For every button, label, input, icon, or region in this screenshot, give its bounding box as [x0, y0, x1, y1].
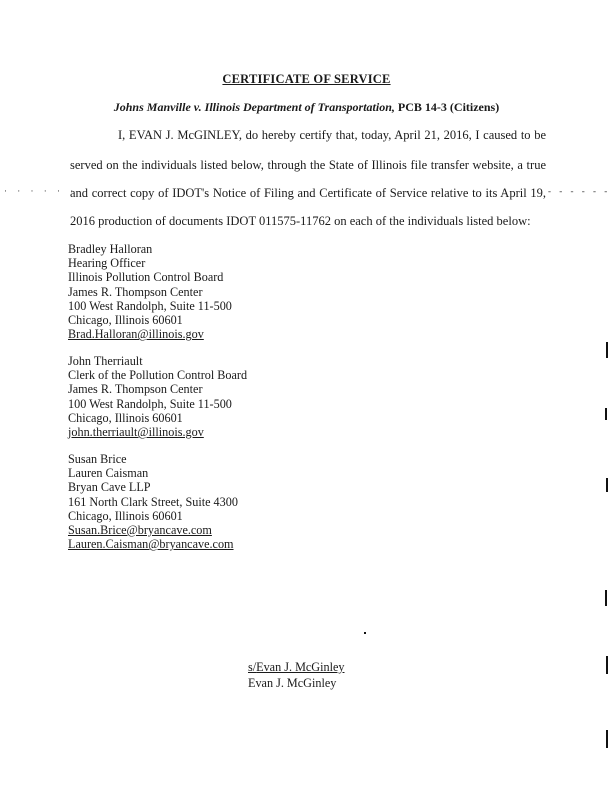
- scan-mark: [605, 590, 607, 606]
- recipient-email[interactable]: Susan.Brice@bryancave.com: [68, 523, 212, 538]
- certification-line-2: served on the individuals listed below, through the State of Illinois file transfer website, a true: [70, 158, 546, 172]
- recipient-email[interactable]: Lauren.Caisman@bryancave.com: [68, 537, 234, 552]
- recipient-city: Chicago, Illinois 60601: [68, 508, 183, 523]
- scan-mark: [605, 408, 607, 420]
- recipient-street: 161 North Clark Street, Suite 4300: [68, 494, 238, 509]
- case-number: PCB 14-3 (Citizens): [397, 100, 500, 114]
- scan-mark: [606, 342, 608, 358]
- recipient-name: Susan Brice: [68, 452, 127, 466]
- scan-mark: [606, 730, 608, 748]
- recipient-building: James R. Thompson Center: [68, 284, 203, 299]
- recipient-organization: Illinois Pollution Control Board: [68, 270, 224, 285]
- printed-name: Evan J. McGinley: [248, 676, 337, 690]
- recipient-title: Clerk of the Pollution Control Board: [68, 368, 248, 383]
- recipient-organization: Bryan Cave LLP: [68, 480, 151, 495]
- certification-line-4: 2016 production of documents IDOT 011575-11762 on each of the individuals listed below:: [70, 214, 531, 228]
- case-name: Johns Manville v. Illinois Department of Transportation,: [113, 100, 395, 114]
- recipient-email[interactable]: john.therriault@illinois.gov: [68, 425, 204, 440]
- recipient-block: [68, 242, 232, 341]
- signature: Evan J. McGinley: [256, 660, 345, 674]
- recipient-city: Chicago, Illinois 60601: [68, 313, 183, 328]
- signature-prefix: s/: [248, 660, 257, 674]
- recipient-block: [68, 354, 247, 439]
- scan-mark: [606, 478, 608, 492]
- page-title: CERTIFICATE OF SERVICE: [222, 72, 391, 86]
- recipient-email[interactable]: Brad.Halloran@illinois.gov: [68, 327, 204, 342]
- recipient-name: Lauren Caisman: [68, 466, 149, 481]
- recipient-block: [68, 452, 238, 551]
- recipient-name: John Therriault: [68, 354, 143, 368]
- recipient-street: 100 West Randolph, Suite 11-500: [68, 298, 232, 313]
- certification-line-1: I, EVAN J. McGINLEY, do hereby certify that, today, April 21, 2016, I caused to be: [118, 128, 546, 142]
- recipient-title: Hearing Officer: [68, 256, 146, 271]
- signature-line: [248, 660, 344, 675]
- case-caption: [0, 100, 613, 115]
- certification-line-3: and correct copy of IDOT's Notice of Filing and Certificate of Service relative to its April 19,: [70, 186, 546, 200]
- recipient-city: Chicago, Illinois 60601: [68, 410, 183, 425]
- scan-speck: [364, 632, 366, 634]
- scan-dots-right: - - - - - -: [548, 186, 611, 196]
- recipient-name: Bradley Halloran: [68, 242, 153, 256]
- scan-mark: [606, 656, 608, 674]
- recipient-street: 100 West Randolph, Suite 11-500: [68, 396, 232, 411]
- recipient-building: James R. Thompson Center: [68, 382, 203, 397]
- scan-dots-left: · · · · · ·: [4, 186, 78, 196]
